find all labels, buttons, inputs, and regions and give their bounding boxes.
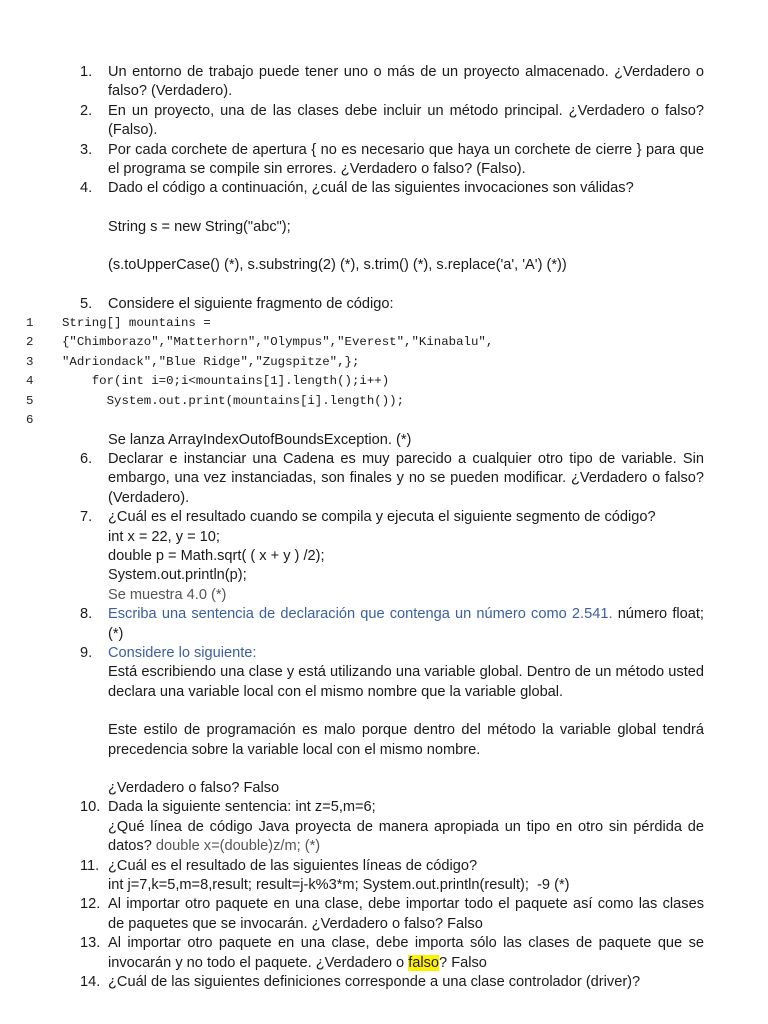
list-item xyxy=(0,102,704,141)
list-item xyxy=(0,605,704,644)
item-number: 3. xyxy=(80,141,93,158)
line-number: 2 xyxy=(26,335,34,350)
item-number: 7. xyxy=(80,509,93,526)
code-line: System.out.println(p); xyxy=(108,567,247,584)
code-text: "Adriondack","Blue Ridge","Zugspitze",}; xyxy=(62,354,360,369)
item-text: Dado el código a continuación, ¿cuál de las siguientes invocaciones son válidas? xyxy=(108,180,634,197)
item-number: 13. xyxy=(80,935,101,952)
item-number: 4. xyxy=(80,180,93,197)
item-text: Por cada corchete de apertura { no es necesario que haya un corchete de cierre } para que el programa se compile sin errores. ¿Verdadero o falso? (Falso). xyxy=(108,141,704,178)
item-text-tail: ? Falso xyxy=(439,954,487,971)
code-text: {"Chimborazo","Matterhorn","Olympus","Everest","Kinabalu", xyxy=(62,335,494,350)
item-number: 12. xyxy=(80,896,101,913)
code-text: String[] mountains = xyxy=(62,316,211,331)
item-text: ¿Cuál es el resultado de las siguientes líneas de código? xyxy=(108,857,478,874)
list-item xyxy=(0,857,704,896)
item-number: 8. xyxy=(80,606,93,623)
list-item xyxy=(0,934,704,973)
item-text: Un entorno de trabajo puede tener uno o más de un proyecto almacenado. ¿Verdadero o falso? (Verdadero). xyxy=(108,64,704,100)
item-number: 5. xyxy=(80,295,93,312)
list-item xyxy=(0,295,704,314)
item-text: Considere el siguiente fragmento de código: xyxy=(108,295,394,312)
answer-text: (s.toUpperCase() (*), s.substring(2) (*), s.trim() (*), s.replace('a', 'A') (*)) xyxy=(108,257,567,274)
item-text: Declarar e instanciar una Cadena es muy parecido a cualquier otro tipo de variable. Sin embargo, una vez instanciadas, son finales y no se pueden modificar. ¿Verdadero o falso? (Verdadero). xyxy=(108,450,704,506)
paragraph: Este estilo de programación es malo porque dentro del método la variable global tendrá precedencia sobre la variable local con el mismo nombre. xyxy=(108,722,704,758)
list-item xyxy=(0,644,704,798)
item-text: Al importar otro paquete en una clase, debe importa sólo las clases de paquete que se invocarán y no todo el paquete. ¿Verdadero o xyxy=(108,935,704,971)
code-line: String s = new String("abc"); xyxy=(108,218,291,235)
line-number: 1 xyxy=(26,316,34,331)
code-line: int x = 22, y = 10; xyxy=(108,528,220,545)
question-text: Considere lo siguiente: xyxy=(108,644,257,661)
item-text: ¿Qué línea de código Java proyecta de manera apropiada un tipo en otro sin pérdida de datos? xyxy=(108,818,704,855)
item-number: 2. xyxy=(80,102,93,119)
code-listing xyxy=(26,314,586,430)
list-item xyxy=(0,895,704,934)
list-item xyxy=(0,63,704,102)
item-number: 14. xyxy=(80,974,101,991)
list-item-continuation xyxy=(0,431,704,450)
code-row xyxy=(26,372,586,391)
line-number: 4 xyxy=(26,374,34,389)
answer-text: número float; (*) xyxy=(108,606,704,642)
answer-text: Se muestra 4.0 (*) xyxy=(108,586,227,603)
code-text: for(int i=0;i<mountains[1].length();i++) xyxy=(62,374,390,389)
code-row xyxy=(26,392,586,411)
item-number: 1. xyxy=(80,64,93,80)
answer-text: double x=(double)z/m; (*) xyxy=(155,838,321,855)
code-line: double p = Math.sqrt( ( x + y ) /2); xyxy=(108,547,325,564)
item-number: 10. xyxy=(80,799,101,816)
list-item xyxy=(0,973,704,992)
list-item xyxy=(0,141,704,180)
item-text: ¿Cuál de las siguientes definiciones corresponde a una clase controlador (driver)? xyxy=(108,974,641,991)
code-line: int j=7,k=5,m=8,result; result=j-k%3*m; System.out.println(result); xyxy=(108,877,529,894)
list-item xyxy=(0,508,704,605)
code-row xyxy=(26,314,586,333)
item-text: ¿Cuál es el resultado cuando se compila y ejecuta el siguiente segmento de código? xyxy=(108,509,656,526)
paragraph: Está escribiendo una clase y está utilizando una variable global. Dentro de un método usted declara una variable local con el mismo nombre que la variable global. xyxy=(108,664,704,700)
answer-text: ¿Verdadero o falso? Falso xyxy=(108,780,280,796)
item-text: Dada la siguiente sentencia: int z=5,m=6; xyxy=(108,799,376,816)
line-number: 3 xyxy=(26,354,34,369)
code-row xyxy=(26,353,586,372)
item-number: 6. xyxy=(80,450,93,467)
answer-text: Se lanza ArrayIndexOutofBoundsException. (*) xyxy=(108,431,412,448)
answer-text: -9 (*) xyxy=(537,877,570,894)
item-number: 9. xyxy=(80,644,93,661)
line-number: 6 xyxy=(26,413,34,428)
list-item xyxy=(0,798,704,856)
code-row xyxy=(26,411,586,430)
list-item xyxy=(0,179,704,275)
question-text: Escriba una sentencia de declaración que contenga un número como 2.541. xyxy=(108,606,613,623)
code-row xyxy=(26,333,586,352)
item-text: Al importar otro paquete en una clase, debe importar todo el paquete así como las clases de paquetes que se invocarán. ¿Verdadero o falso? Falso xyxy=(108,896,704,932)
line-number: 5 xyxy=(26,393,34,408)
list-item xyxy=(0,450,704,508)
item-number: 11. xyxy=(80,857,100,874)
code-text: System.out.print(mountains[i].length()); xyxy=(62,393,405,408)
item-text: En un proyecto, una de las clases debe incluir un método principal. ¿Verdadero o falso? (Falso). xyxy=(108,102,704,139)
highlighted-word: falso xyxy=(408,954,440,971)
